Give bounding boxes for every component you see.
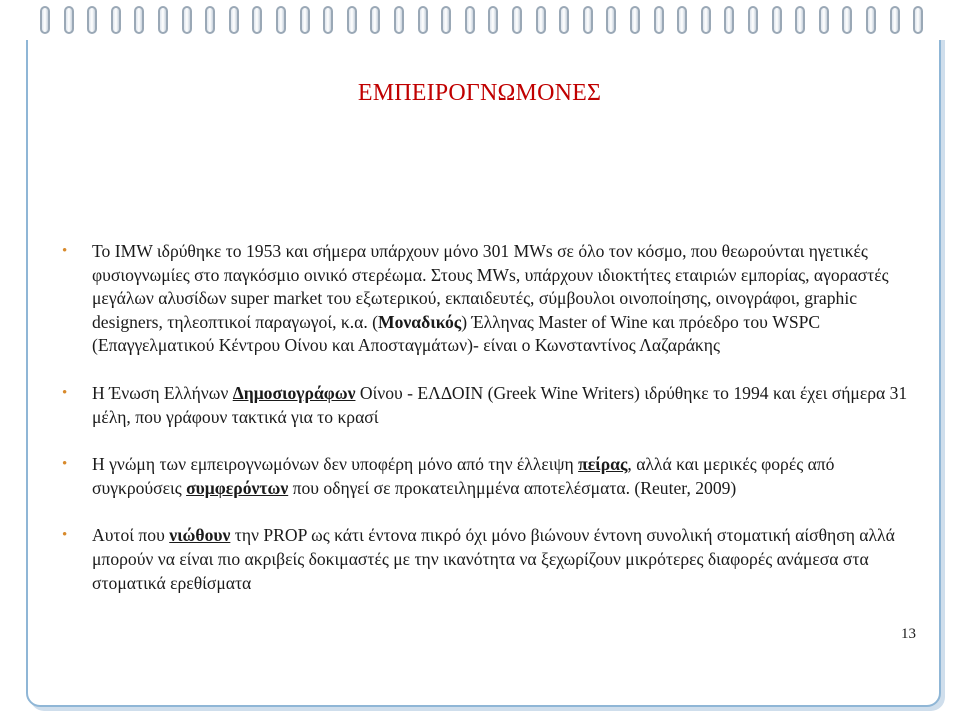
bullet-text bbox=[92, 241, 889, 355]
binding-ring-icon bbox=[819, 6, 829, 34]
bullet-text-part-emphasis: νιώθουν bbox=[169, 525, 231, 546]
binding-ring-icon bbox=[441, 6, 451, 34]
binding-ring-icon bbox=[252, 6, 262, 34]
binding-ring-icon bbox=[724, 6, 734, 34]
binding-ring-icon bbox=[512, 6, 522, 34]
bullet-marker-icon: • bbox=[62, 243, 68, 259]
binding-ring-icon bbox=[606, 6, 616, 34]
binding-ring-icon bbox=[913, 6, 923, 34]
binding-ring-icon bbox=[40, 6, 50, 34]
binding-ring-icon bbox=[347, 6, 357, 34]
binding-ring-icon bbox=[654, 6, 664, 34]
binding-ring-icon bbox=[536, 6, 546, 34]
binding-ring-icon bbox=[866, 6, 876, 34]
slide-title: ΕΜΠΕΙΡΟΓΝΩΜΟΝΕΣ bbox=[357, 80, 602, 107]
bullet-marker-icon: • bbox=[62, 527, 68, 544]
binding-ring-icon bbox=[748, 6, 758, 34]
binding-ring-icon bbox=[677, 6, 687, 34]
bullet-text-part-bold: Μοναδικός bbox=[378, 311, 462, 332]
binding-ring-icon bbox=[158, 6, 168, 34]
binding-ring-icon bbox=[229, 6, 239, 34]
bullet-item bbox=[62, 240, 920, 358]
binding-ring-icon bbox=[465, 6, 475, 34]
bullet-item bbox=[62, 524, 920, 595]
binding-ring-icon bbox=[701, 6, 711, 34]
binding-ring-icon bbox=[559, 6, 569, 34]
bullet-text-part-emphasis: πείρας bbox=[578, 454, 628, 475]
bullet-text-part: που οδηγεί σε προκατειλημμένα αποτελέσματα. (Reuter, 2009) bbox=[288, 477, 737, 498]
bullet-marker-icon: • bbox=[62, 384, 68, 401]
binding-ring-icon bbox=[182, 6, 192, 34]
binding-ring-icon bbox=[205, 6, 215, 34]
binding-ring-icon bbox=[583, 6, 593, 34]
bullet-text bbox=[92, 525, 895, 592]
binding-ring-icon bbox=[300, 6, 310, 34]
binding-ring-icon bbox=[111, 6, 121, 34]
binding-ring-icon bbox=[772, 6, 782, 34]
spiral-binding bbox=[0, 0, 959, 40]
bullet-text-part: Η γνώμη των εμπειρογνωμόνων δεν υποφέρη μόνο από την έλλειψη bbox=[92, 454, 579, 475]
page-number: 13 bbox=[901, 626, 916, 642]
binding-ring-icon bbox=[418, 6, 428, 34]
binding-ring-icon bbox=[795, 6, 805, 34]
binding-ring-icon bbox=[134, 6, 144, 34]
bullet-text-part-emphasis: Δημοσιογράφων bbox=[232, 382, 356, 403]
bullet-item bbox=[62, 453, 920, 500]
binding-ring-icon bbox=[323, 6, 333, 34]
bullet-text-part: Το IMW ιδρύθηκε το 1953 και σήμερα υπάρχουν μόνο 301 MWs σε όλο τον κόσμο, που θεωρούνται ηγετικές φυσιογνωμίες στο παγκόσμιο οινικό στερέωμα. Στους MWs, υπάρχουν ιδιοκτήτες εταιριών εμπορίας, αγοραστές μεγάλων αλυσίδων super market του εξωτερικού, εκπαιδευτές, σύμβουλοι οινοποίησης, οινογράφοι, graphic designers, τηλεοπτικοί παραγωγοί, κ.α. ( bbox=[92, 241, 889, 332]
binding-ring-icon bbox=[370, 6, 380, 34]
bullet-text-part: την PROP ως κάτι έντονα πικρό όχι μόνο βιώνουν έντονη συνολική στοματική αίσθηση αλλά μπορούν να είναι πιο ακριβείς δοκιμαστές με την ικανότητα να ξεχωρίζουν μικρότερες διαφορές ανάμεσα στα στοματικά ερεθίσματα bbox=[92, 525, 895, 593]
bullet-text bbox=[92, 454, 834, 498]
binding-ring-icon bbox=[890, 6, 900, 34]
binding-ring-icon bbox=[87, 6, 97, 34]
bullet-text-part-emphasis: συμφερόντων bbox=[186, 477, 289, 498]
binding-ring-icon bbox=[488, 6, 498, 34]
binding-ring-icon bbox=[64, 6, 74, 34]
bullet-text-part: ) Έλληνας Master of Wine και πρόεδρο του WSPC (Επαγγελματικού Κέντρου Οίνου και Αποσταγμάτων)- είναι ο Κωνσταντίνος Λαζαράκης bbox=[92, 311, 821, 356]
bullet-text-part: , αλλά και μερικές φορές από συγκρούσεις bbox=[92, 454, 835, 498]
bullet-item bbox=[62, 382, 920, 429]
bullet-text bbox=[92, 383, 907, 427]
binding-ring-icon bbox=[394, 6, 404, 34]
binding-ring-icon bbox=[276, 6, 286, 34]
binding-ring-icon bbox=[630, 6, 640, 34]
binding-ring-icon bbox=[842, 6, 852, 34]
bullet-text-part: Αυτοί που bbox=[92, 525, 170, 546]
bullet-marker-icon: • bbox=[62, 456, 68, 473]
bullet-text-part: Η Ένωση Ελλήνων bbox=[92, 382, 233, 403]
bullet-text-part: Οίνου - ΕΛΔΟΙΝ (Greek Wine Writers) ιδρύθηκε το 1994 και έχει σήμερα 31 μέλη, που γράφουν τακτικά για το κρασί bbox=[92, 382, 908, 427]
bullet-list bbox=[62, 240, 920, 619]
